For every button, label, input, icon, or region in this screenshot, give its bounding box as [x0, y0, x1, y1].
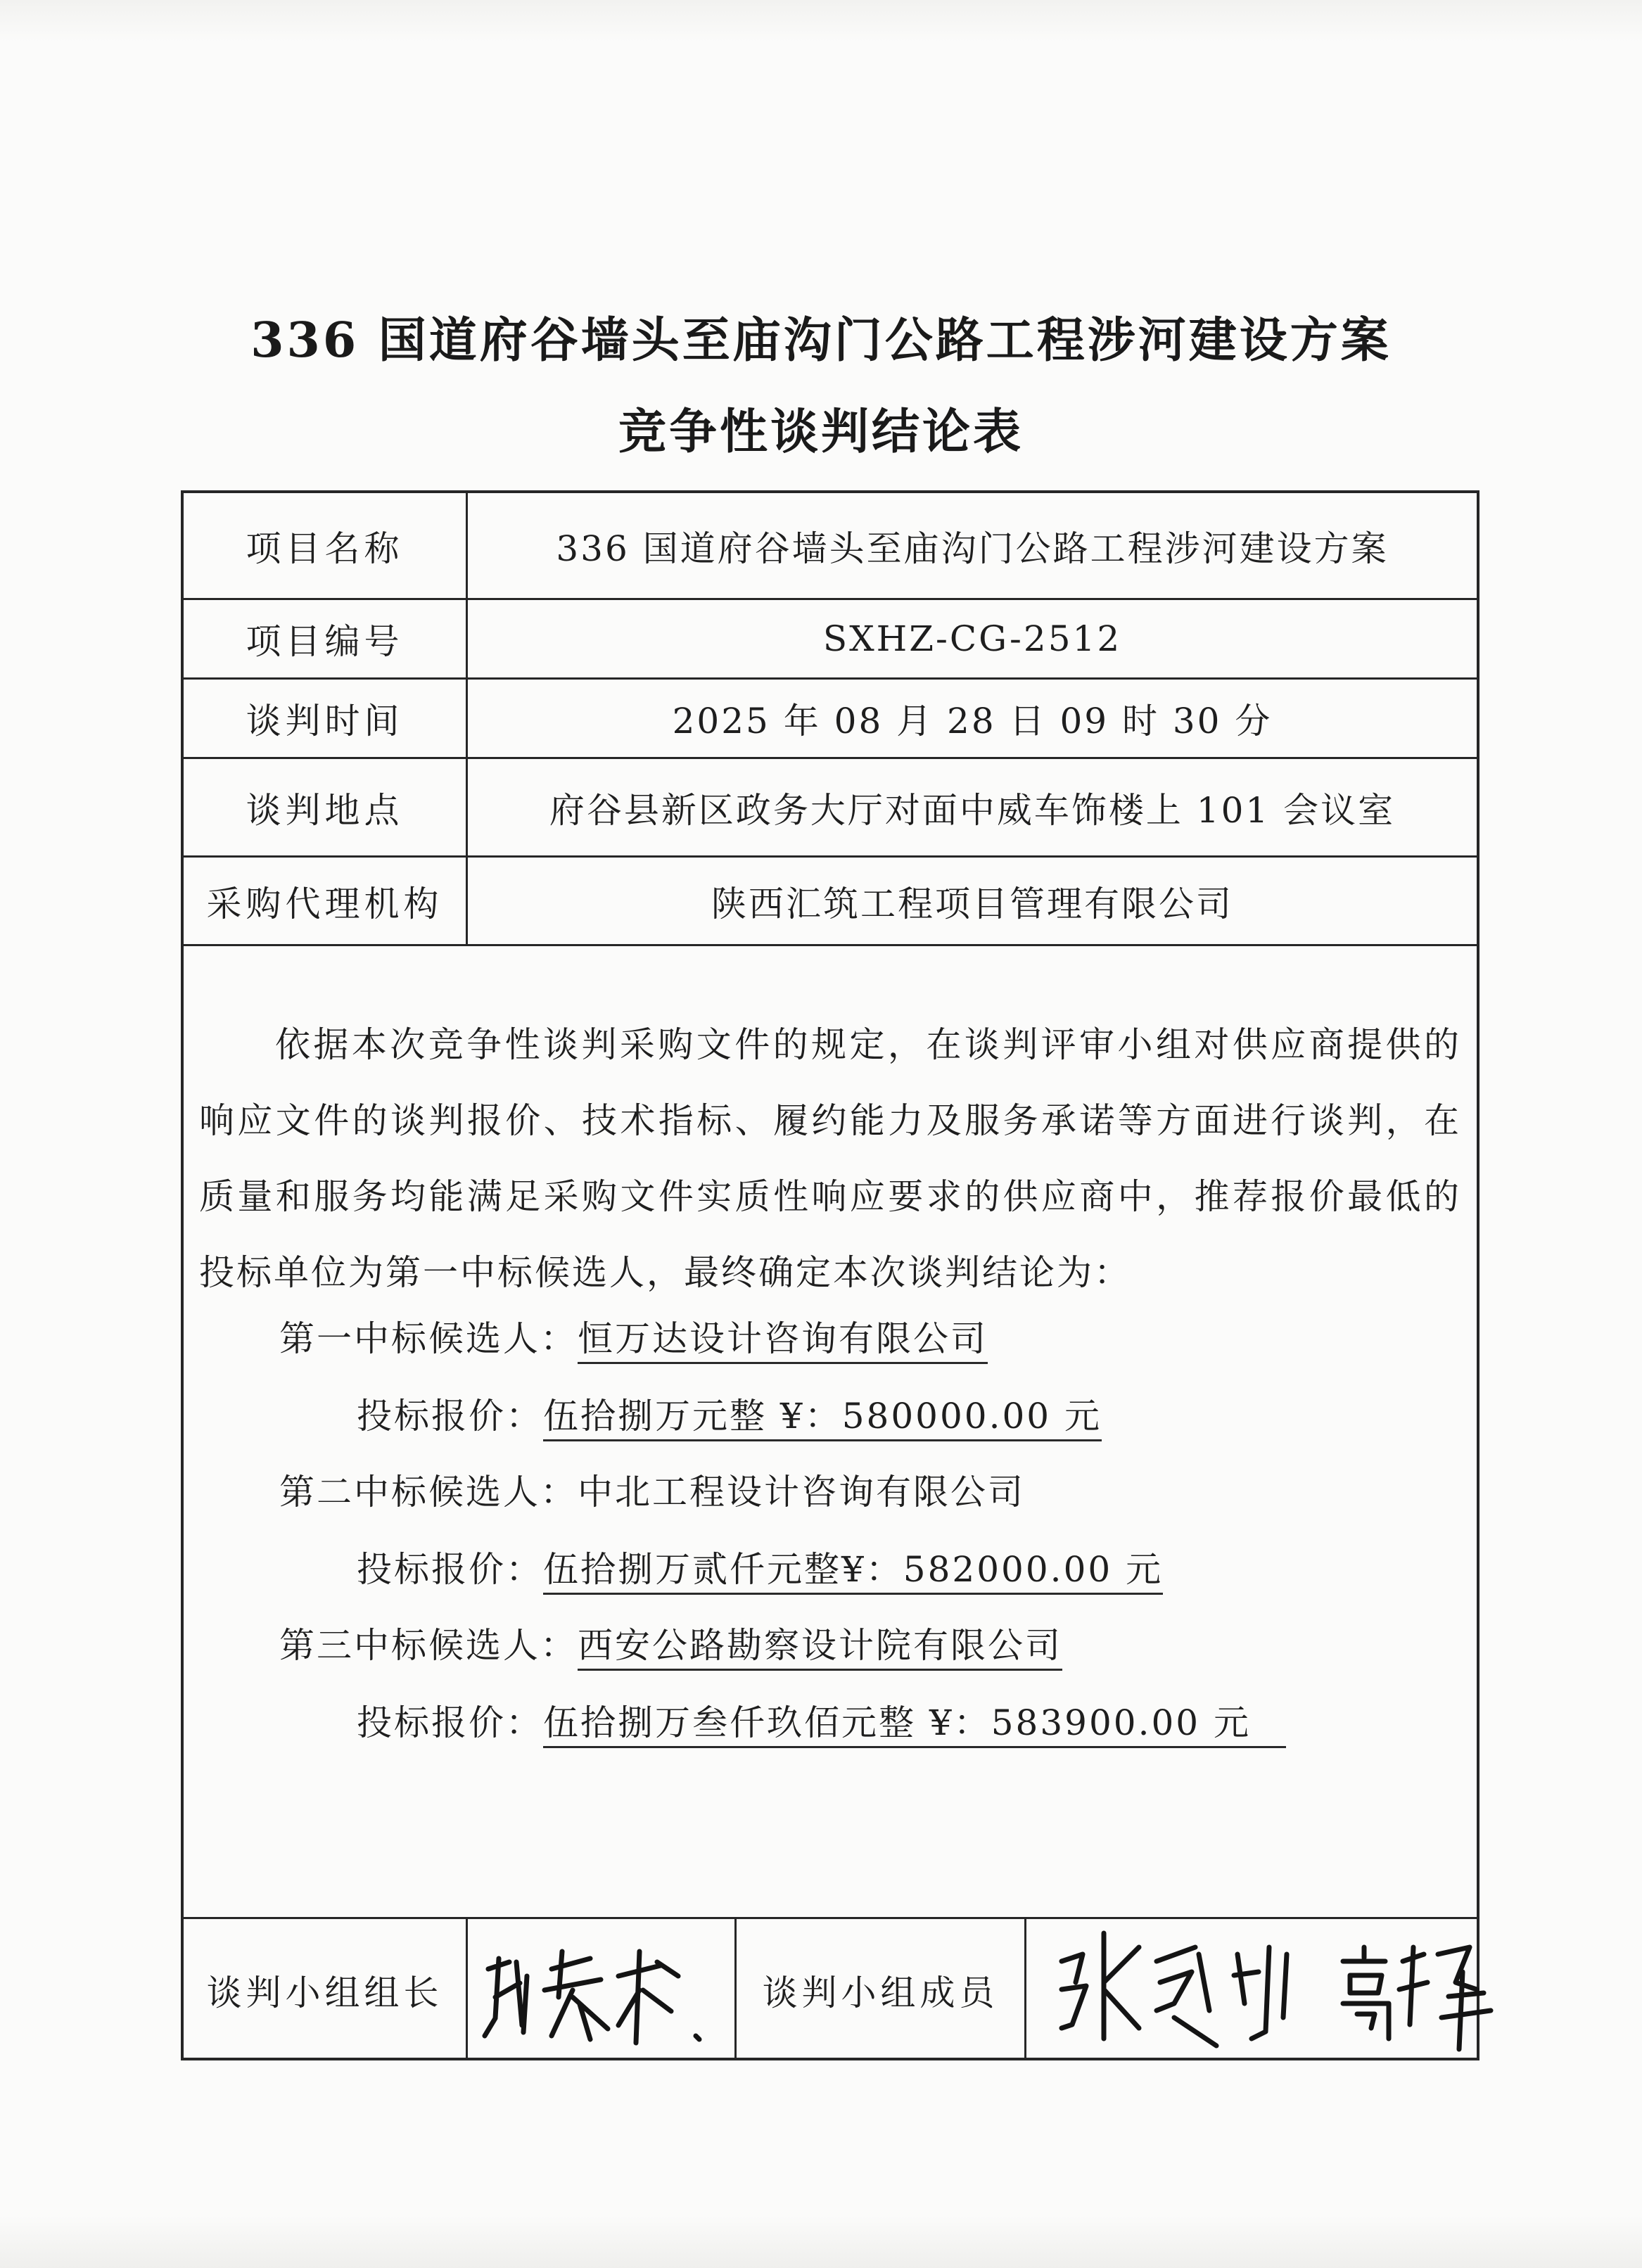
row-negotiation-time: [184, 680, 1477, 759]
leader-signature-cell: [468, 1919, 737, 2060]
row-negotiation-place: [184, 759, 1477, 858]
members-label: 谈判小组成员: [762, 1972, 999, 2013]
project-number-value: SXHZ-CG-2512: [822, 618, 1122, 659]
candidate-2-price-line: [357, 1541, 1163, 1592]
candidate-2-price: 伍拾捌万贰仟元整¥：582000.00 元: [543, 1549, 1163, 1595]
members-signature-cell: [1026, 1919, 1477, 2060]
members-handwritten-signature: [1033, 1905, 1526, 2060]
negotiation-place-label: 谈判地点: [184, 759, 468, 855]
document-title: 336 国道府谷墙头至庙沟门公路工程涉河建设方案: [250, 312, 1392, 369]
candidate-1-price-label: 投标报价：: [357, 1396, 543, 1436]
project-name-value: 336 国道府谷墙头至庙沟门公路工程涉河建设方案: [556, 528, 1389, 569]
candidate-2: [279, 1464, 1025, 1515]
candidate-1-name: 恒万达设计咨询有限公司: [578, 1318, 988, 1364]
candidate-1-price-line: [357, 1388, 1102, 1439]
negotiation-time-value: 2025 年 08 月 28 日 09 时 30 分: [672, 701, 1273, 741]
candidate-3: [279, 1617, 1062, 1668]
signature-row: [184, 1917, 1477, 2060]
conclusion-form: [181, 490, 1479, 2060]
candidate-1: [279, 1311, 988, 1361]
candidate-1-label: 第一中标候选人：: [279, 1318, 578, 1359]
candidate-3-price: 伍拾捌万叁仟玖佰元整 ¥：583900.00 元: [543, 1702, 1286, 1748]
negotiation-time-label: 谈判时间: [184, 680, 468, 757]
procurement-agency-label: 采购代理机构: [184, 858, 468, 944]
leader-label-cell: [184, 1919, 468, 2060]
leader-handwritten-signature: [467, 1920, 736, 2060]
candidate-1-price: 伍拾捌万元整 ¥：580000.00 元: [543, 1396, 1102, 1441]
row-procurement-agency: [184, 858, 1477, 946]
procurement-agency-value: 陕西汇筑工程项目管理有限公司: [711, 883, 1233, 924]
conclusion-paragraph: 依据本次竞争性谈判采购文件的规定，在谈判评审小组对供应商提供的响应文件的谈判报价、技术指标、履约能力及服务承诺等方面进行谈判，在质量和服务均能满足采购文件实质性响应要求的供应商中，推荐报价最低的投标单位为第一中标候选人，最终确定本次谈判结论为：: [199, 1024, 1461, 1293]
candidate-3-label: 第三中标候选人：: [279, 1625, 578, 1666]
members-label-cell: [737, 1919, 1026, 2060]
conclusion-body: [199, 1007, 1461, 1311]
candidate-2-price-label: 投标报价：: [357, 1549, 543, 1590]
document-subtitle: 竞争性谈判结论表: [618, 404, 1024, 460]
project-name-label: 项目名称: [184, 493, 468, 598]
candidate-3-price-line: [357, 1695, 1286, 1745]
leader-label: 谈判小组组长: [206, 1972, 443, 2013]
negotiation-place-value: 府谷县新区政务大厅对面中威车饰楼上 101 会议室: [549, 789, 1396, 831]
candidate-2-name: 中北工程设计咨询有限公司: [578, 1472, 1025, 1512]
row-project-name: [184, 493, 1477, 600]
candidate-3-name: 西安公路勘察设计院有限公司: [578, 1625, 1062, 1671]
row-project-number: [184, 600, 1477, 680]
project-number-label: 项目编号: [184, 600, 468, 677]
candidate-2-label: 第二中标候选人：: [279, 1472, 578, 1512]
candidate-3-price-label: 投标报价：: [357, 1702, 543, 1743]
